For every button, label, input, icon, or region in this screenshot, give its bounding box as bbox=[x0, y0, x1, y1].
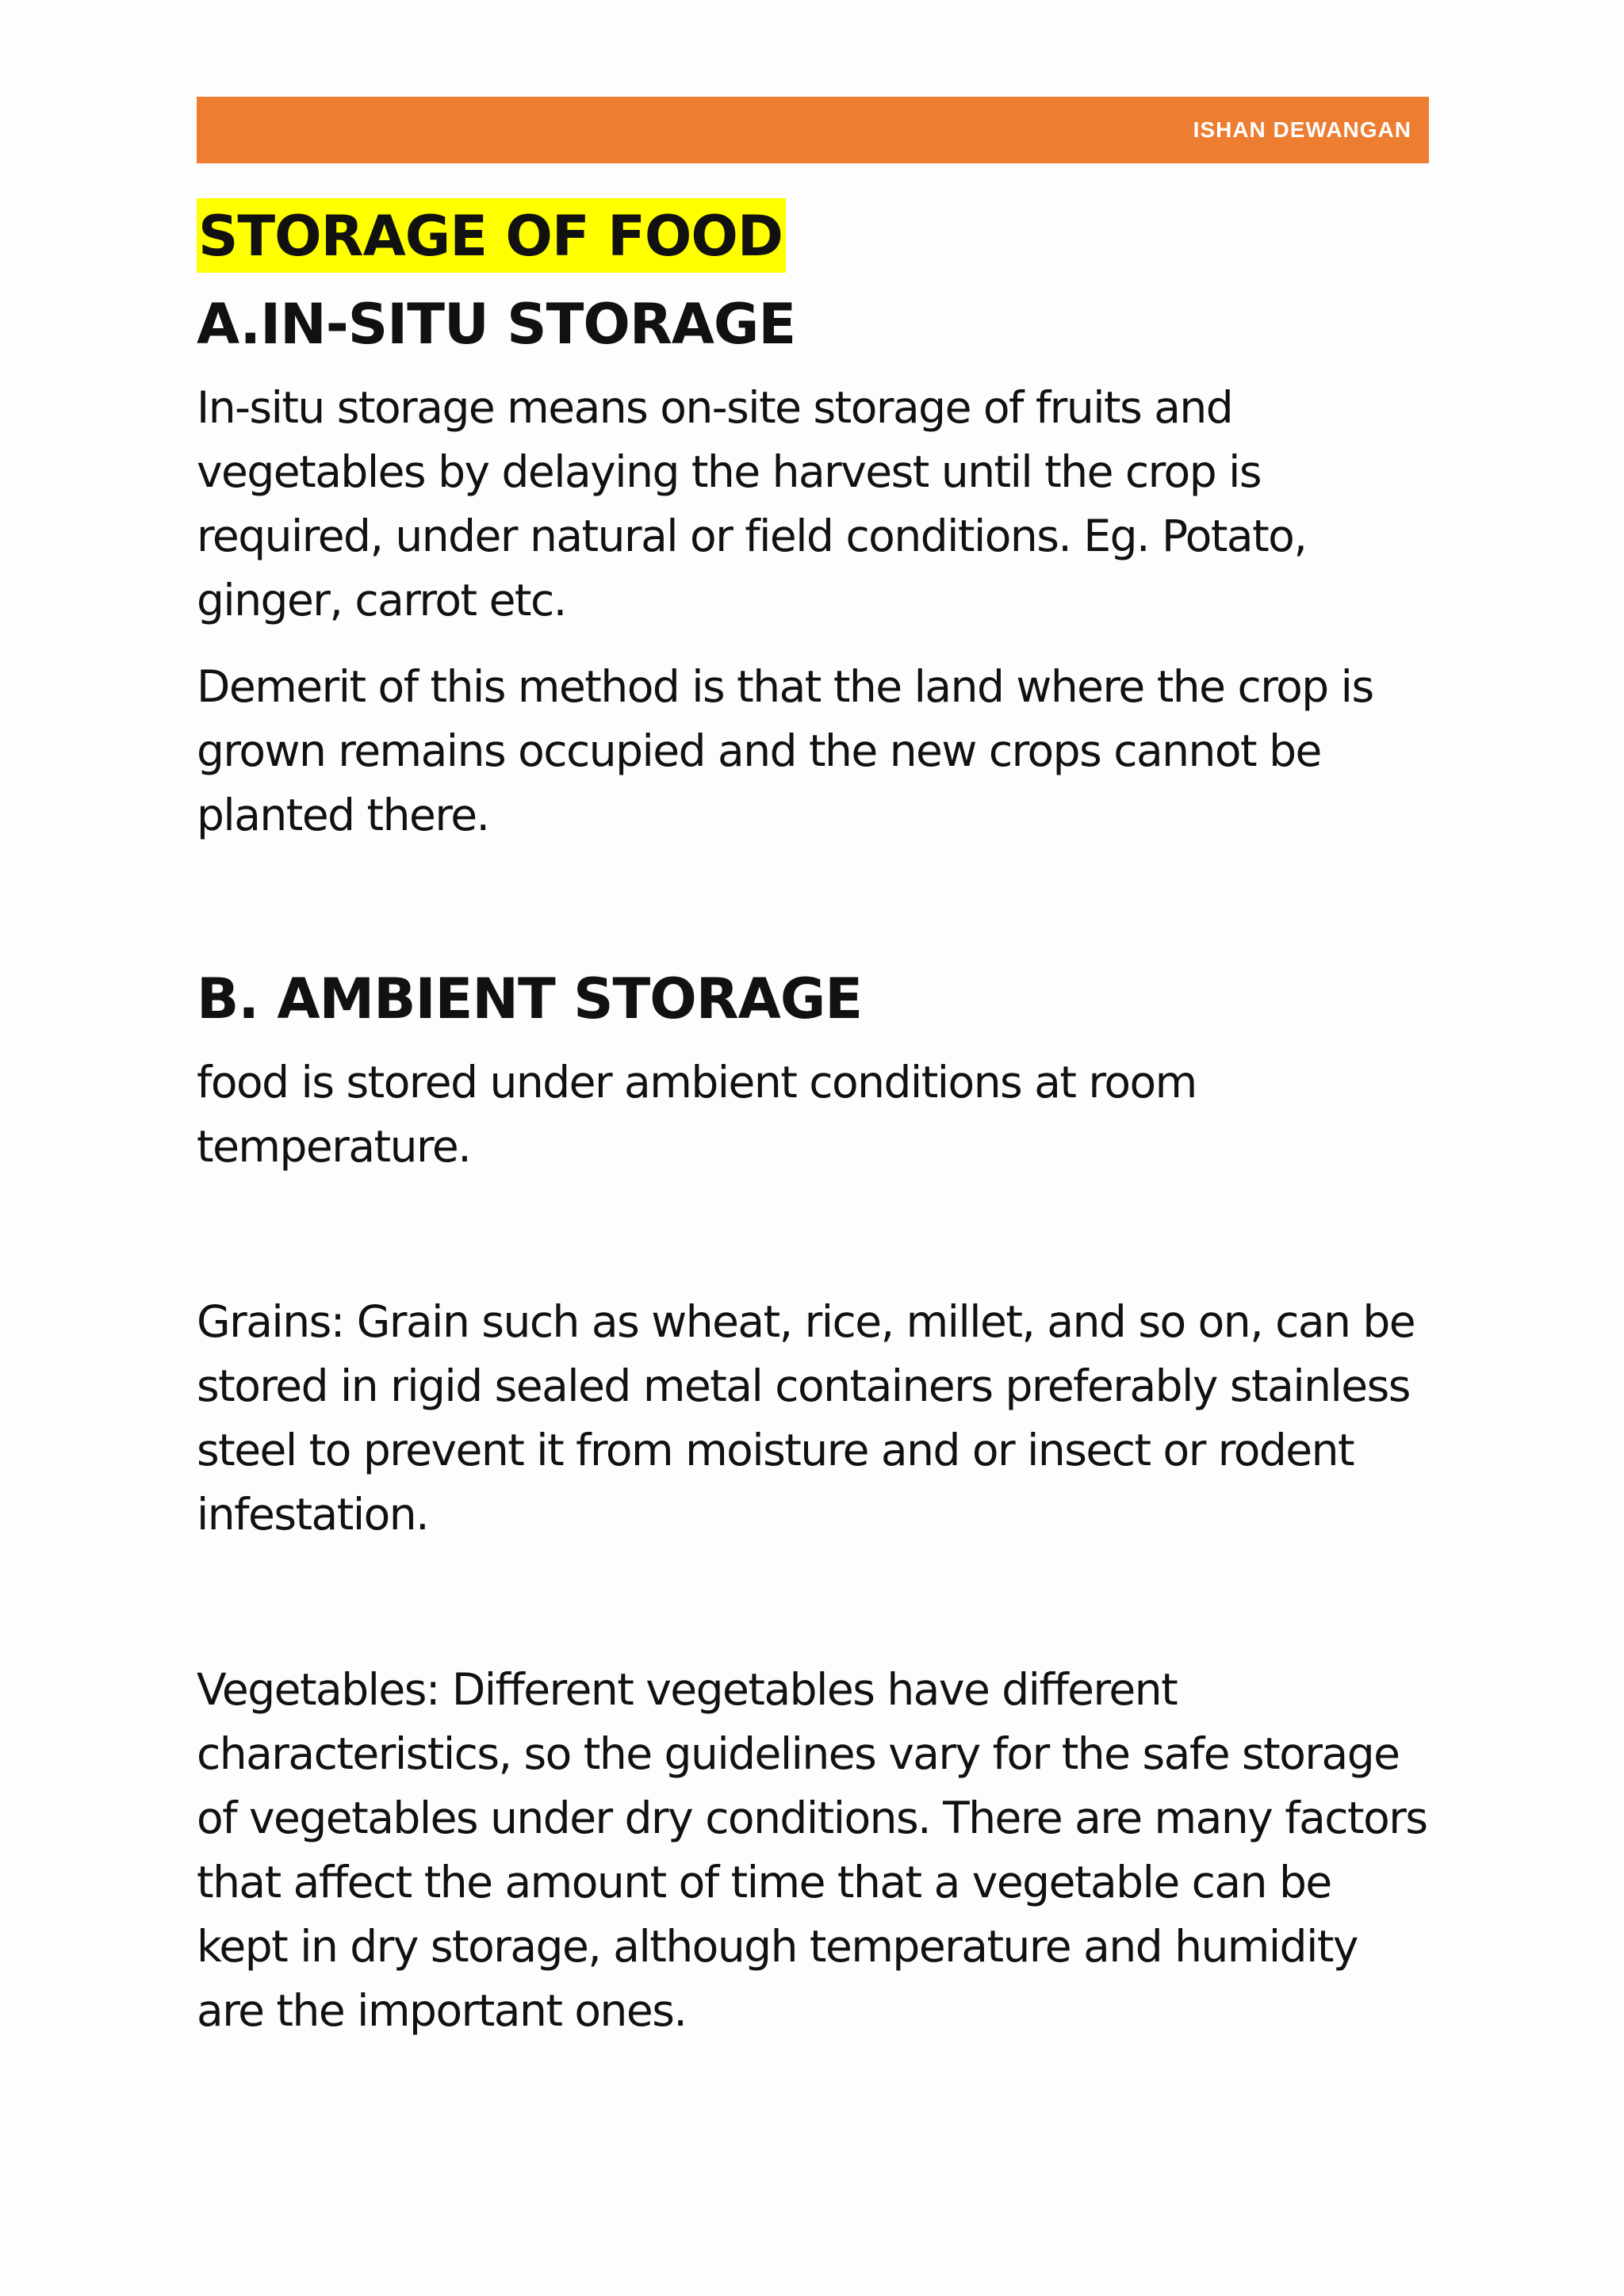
paragraph-grains: Grains: Grain such as wheat, rice, millet, and so on, can be stored in rigid sealed metal containers preferably stainless steel to prevent it from moisture and or insect or rodent infestation. bbox=[197, 1296, 1415, 1540]
header-bar bbox=[197, 97, 1429, 163]
header-author: ISHAN DEWANGAN bbox=[1193, 117, 1411, 142]
section-heading-in-situ: A.IN-SITU STORAGE bbox=[197, 292, 796, 357]
document-body bbox=[197, 198, 1434, 2043]
paragraph-in-situ-demerit: Demerit of this method is that the land where the crop is grown remains occupied and the new crops cannot be planted there. bbox=[197, 661, 1373, 840]
paragraph-in-situ-definition: In-situ storage means on-site storage of fruits and vegetables by delaying the harvest until the crop is required, under natural or field conditions. Eg. Potato, ginger, carrot etc. bbox=[197, 382, 1307, 626]
document-title: STORAGE OF FOOD bbox=[197, 198, 786, 273]
section-heading-ambient: B. AMBIENT STORAGE bbox=[197, 966, 863, 1031]
paragraph-vegetables: Vegetables: Different vegetables have different characteristics, so the guidelines vary for the safe storage of vegetables under dry conditions. There are many factors that affect the amount of time that a vegetable can be kept in dry storage, although temperature and humidity are the important ones. bbox=[197, 1664, 1427, 2036]
paragraph-ambient-definition: food is stored under ambient conditions at room temperature. bbox=[197, 1057, 1197, 1172]
